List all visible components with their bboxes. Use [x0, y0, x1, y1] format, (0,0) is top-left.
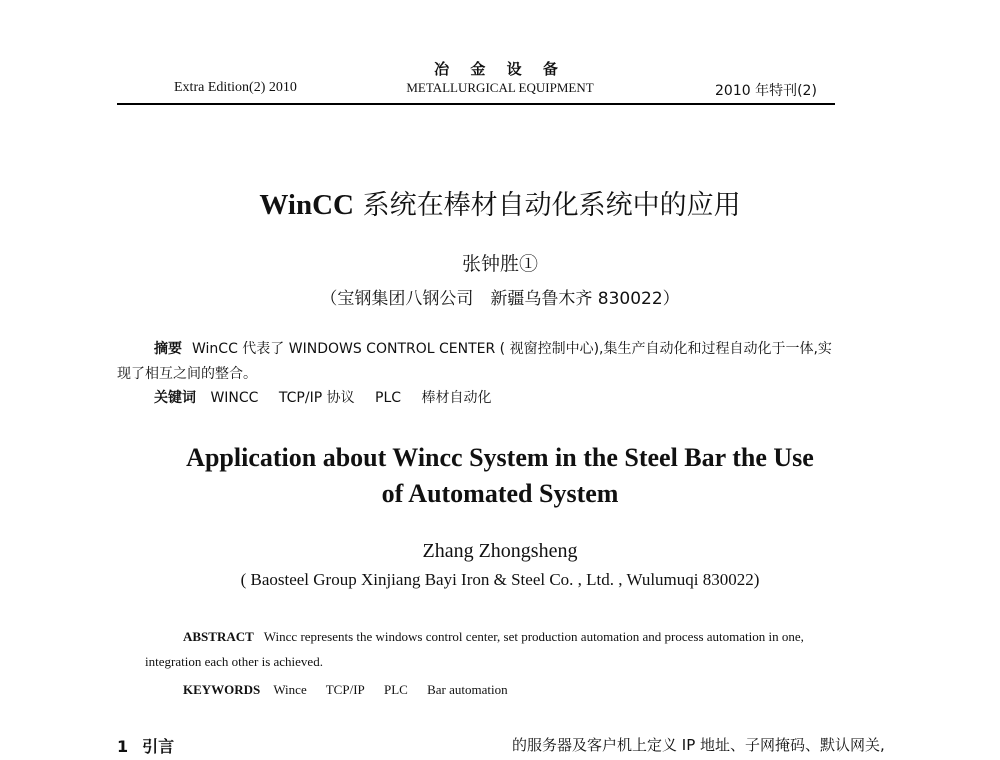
- keyword-en: Bar automation: [427, 682, 508, 697]
- author-cn: 张钟胜①: [461, 253, 538, 275]
- abstract-cn-label: 摘要: [154, 341, 182, 357]
- section-number: 1: [117, 737, 129, 756]
- abstract-en: [145, 624, 845, 674]
- keywords-cn-label: 关键词: [154, 390, 196, 406]
- keywords-en: [145, 677, 883, 702]
- keyword-en: TCP/IP: [325, 682, 365, 697]
- body-text-fragment: 的服务器及客户机上定义 IP 地址、子网掩码、默认网关,: [512, 736, 885, 754]
- abstract-en-text: Wincc represents the windows control center, set production automation and process automation in one, integration each other is achieved.: [145, 629, 804, 669]
- section-heading: [117, 734, 174, 757]
- abstract-cn-text: WinCC 代表了 WINDOWS CONTROL CENTER ( 视窗控制中心),集生产自动化和过程自动化于一体,实现了相互之间的整合。: [117, 341, 832, 382]
- paper-title-cn-text: 系统在棒材自动化系统中的应用: [353, 190, 741, 221]
- journal-name-en: METALLURGICAL EQUIPMENT: [406, 80, 594, 95]
- author-en: Zhang Zhongsheng: [422, 540, 578, 562]
- keyword-cn: 棒材自动化: [421, 390, 492, 406]
- paper-title-en-line2: of Automated System: [381, 479, 619, 508]
- paper-title-en: [0, 440, 1000, 512]
- running-header-left: Extra Edition(2) 2010: [174, 80, 297, 95]
- paper-title-cn-latin: WinCC: [259, 189, 354, 221]
- keyword-cn: WINCC: [210, 390, 259, 406]
- abstract-cn: [117, 337, 837, 387]
- section-title: 引言: [142, 737, 175, 756]
- affiliation-cn: （宝钢集团八钢公司 新疆乌鲁木齐 830022）: [320, 289, 680, 309]
- keyword-cn: PLC: [375, 390, 402, 406]
- paper-title-cn: [0, 183, 1000, 222]
- header-divider: [117, 103, 835, 105]
- affiliation-en: ( Baosteel Group Xinjiang Bayi Iron & Steel Co. , Ltd. , Wulumuqi 830022): [240, 570, 760, 589]
- keywords-cn: [117, 386, 874, 411]
- keyword-en: PLC: [384, 682, 408, 697]
- abstract-en-label: ABSTRACT: [183, 629, 254, 644]
- keywords-en-label: KEYWORDS: [183, 682, 261, 697]
- keyword-cn: TCP/IP 协议: [278, 390, 355, 406]
- paper-title-en-line1: Application about Wincc System in the Steel Bar the Use: [186, 443, 814, 472]
- keyword-en: Wince: [273, 682, 307, 697]
- journal-name-cn: 冶 金 设 备: [434, 60, 566, 78]
- running-header-right: 2010 年特刊(2): [715, 83, 817, 99]
